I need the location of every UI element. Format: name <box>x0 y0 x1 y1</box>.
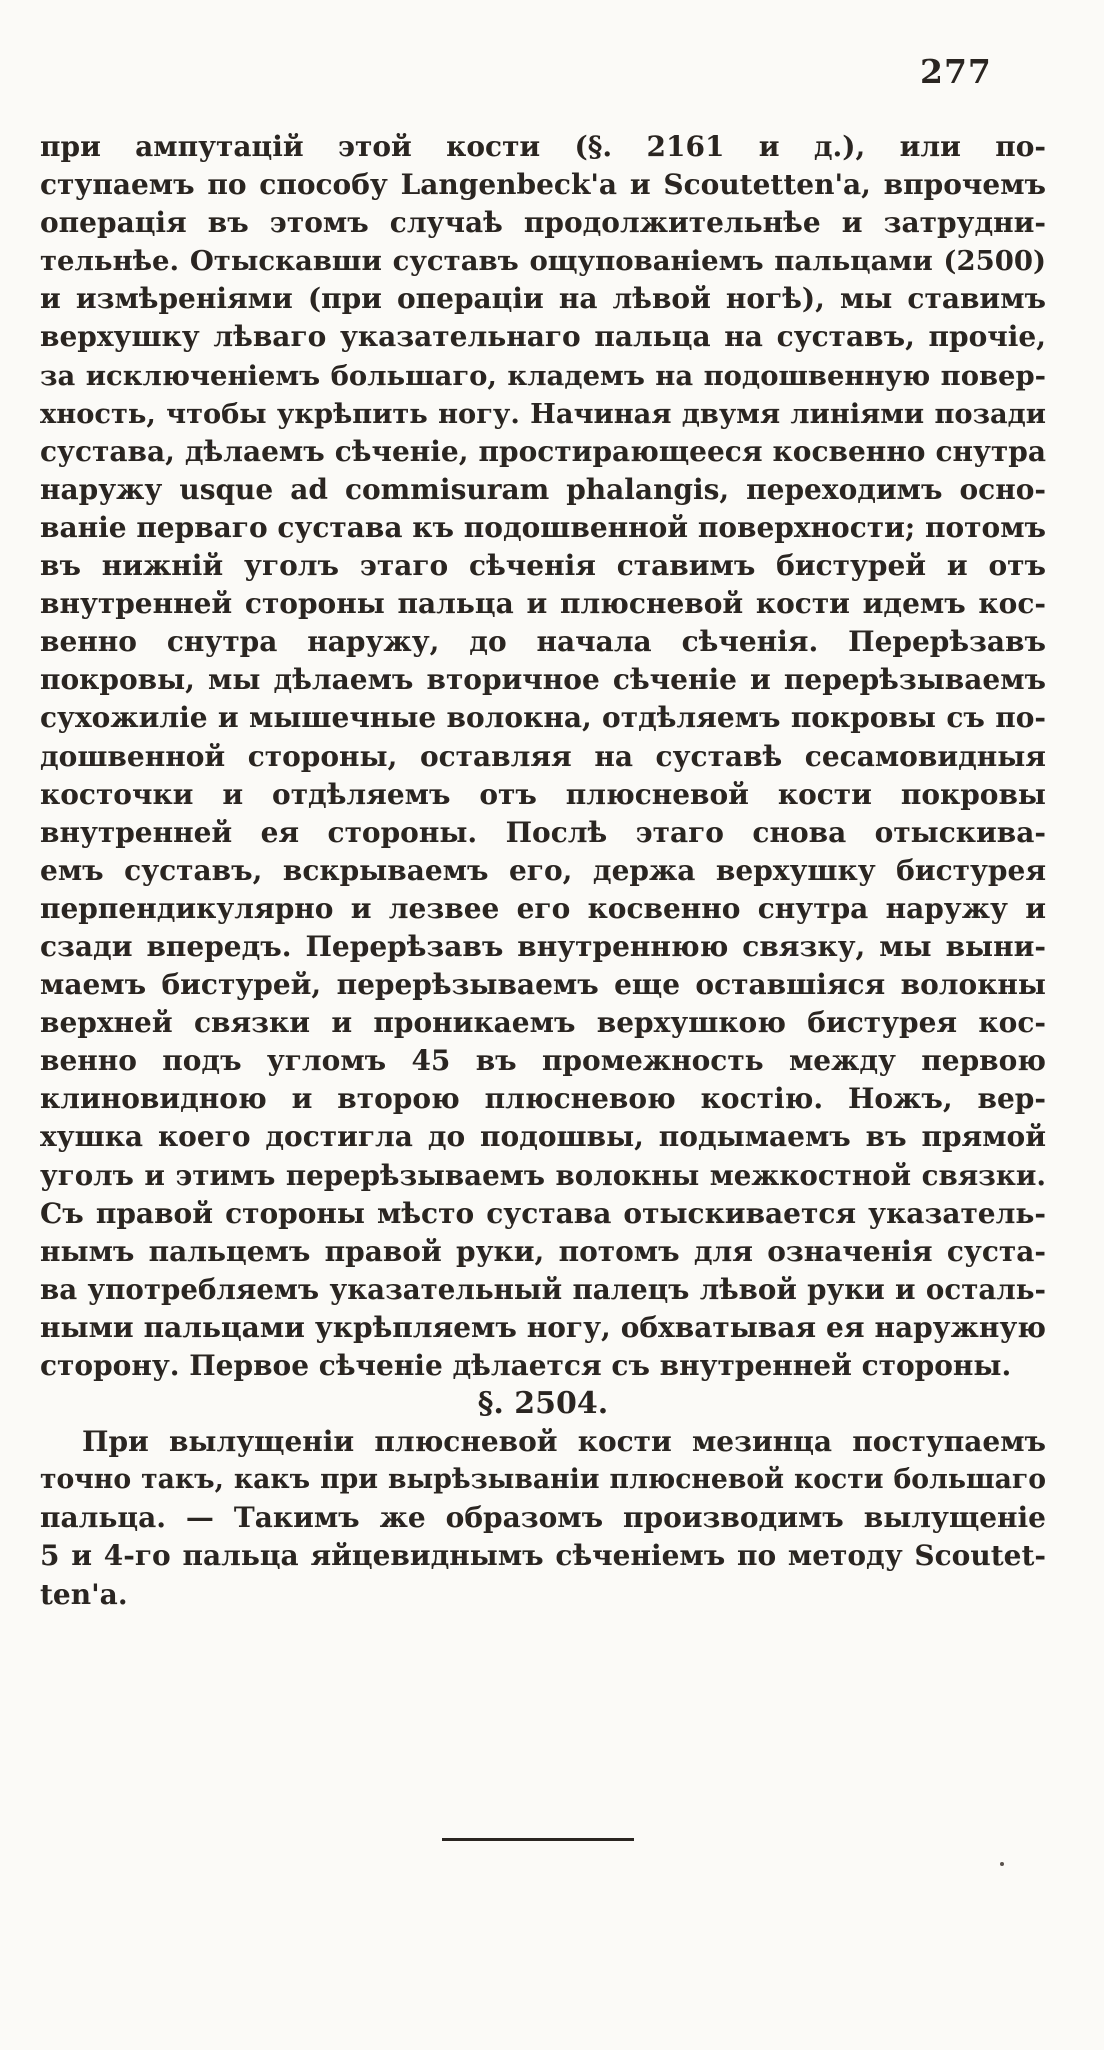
print-speck <box>1000 1862 1004 1866</box>
text-line: наружу usque ad commisuram phalangis, переходимъ осно- <box>40 472 1046 506</box>
text-line: верхушку лѣваго указательнаго пальца на суставъ, прочіе, <box>40 320 1046 354</box>
text-line: внутренней ея стороны. Послѣ этаго снова отыскива- <box>40 815 1046 849</box>
text-line: ваніе перваго сустава къ подошвенной поверхности; потомъ <box>40 510 1046 544</box>
text-line: сзади впередъ. Перерѣзавъ внутреннюю связку, мы выни- <box>40 929 1046 963</box>
text-line: ва употребляемъ указательный палецъ лѣвой руки и осталь- <box>40 1272 1046 1306</box>
text-line: ступаемъ по способу Langenbeck'a и Scoutetten'a, впрочемъ <box>40 168 1046 202</box>
text-line: за исключеніемъ большаго, кладемъ на подошвенную повер- <box>40 359 1046 392</box>
text-line: пальца. — Такимъ же образомъ производимъ вылущеніе <box>40 1501 1046 1535</box>
text-line: покровы, мы дѣлаемъ вторичное сѣченіе и перерѣзываемъ <box>40 663 1046 697</box>
text-line: хушка коего достигла до подошвы, подымаемъ въ прямой <box>40 1120 1046 1154</box>
text-line: косточки и отдѣляемъ отъ плюсневой кости покровы <box>40 777 1046 811</box>
text-line: венно подъ угломъ 45 въ промежность между первою <box>40 1044 1046 1078</box>
text-line: операція въ этомъ случаѣ продолжительнѣе и затрудни- <box>40 206 1046 240</box>
body-text <box>40 128 1046 1614</box>
text-line: точно такъ, какъ при вырѣзываніи плюсневой кости большаго <box>40 1464 1046 1496</box>
text-line: въ нижній уголъ этаго сѣченія ставимъ бистурей и отъ <box>40 549 1046 583</box>
text-line: уголъ и этимъ перерѣзываемъ волокны межкостной связки. <box>40 1158 1046 1192</box>
text-line: тельнѣе. Отыскавши суставъ ощупованіемъ пальцами (2500) <box>40 245 1046 278</box>
text-line: дошвенной стороны, оставляя на суставѣ сесамовидныя <box>40 739 1046 773</box>
divider-rule <box>442 1838 634 1841</box>
text-line: нымъ пальцемъ правой руки, потомъ для означенія суста- <box>40 1234 1046 1268</box>
text-line: при ампутацій этой кости (§. 2161 и д.), или по- <box>40 130 1046 163</box>
text-line: перпендикулярно и лезвее его косвенно снутра наружу и <box>40 891 1046 925</box>
text-line: сустава, дѣлаемъ сѣченіе, простирающееся косвенно снутра <box>40 434 1046 468</box>
text-line: 5 и 4-го пальца яйцевиднымъ сѣченіемъ по методу Scoutet- <box>40 1539 1046 1573</box>
text-line: сторону. Первое сѣченіе дѣлается съ внутренней стороны. <box>40 1349 1012 1382</box>
text-line: внутренней стороны пальца и плюсневой кости идемъ кос- <box>40 587 1046 621</box>
text-line: ten'a. <box>40 1577 128 1611</box>
text-line: маемъ бистурей, перерѣзываемъ еще оставшіяся волокны <box>40 968 1046 1002</box>
text-line: емъ суставъ, вскрываемъ его, держа верхушку бистурея <box>40 853 1046 887</box>
page-number: 277 <box>920 52 992 91</box>
text-line: клиновидною и второю плюсневою костію. Ножъ, вер- <box>40 1082 1046 1116</box>
text-line: Съ правой стороны мѣсто сустава отыскивается указатель- <box>40 1196 1046 1230</box>
text-line: верхней связки и проникаемъ верхушкою бистурея кос- <box>40 1006 1046 1040</box>
text-line: хность, чтобы укрѣпить ногу. Начиная двумя линіями позади <box>40 397 1046 430</box>
section-heading: §. 2504. <box>477 1386 609 1422</box>
text-line: сухожиліе и мышечные волокна, отдѣляемъ покровы съ по- <box>40 701 1046 735</box>
text-line: и измѣреніями (при операціи на лѣвой ногѣ), мы ставимъ <box>40 282 1046 316</box>
text-line: При вылущеніи плюсневой кости мезинца поступаемъ <box>82 1425 1046 1459</box>
text-line: венно снутра наружу, до начала сѣченія. Перерѣзавъ <box>40 625 1046 659</box>
text-line: ными пальцами укрѣпляемъ ногу, обхватывая ея наружную <box>40 1310 1046 1344</box>
